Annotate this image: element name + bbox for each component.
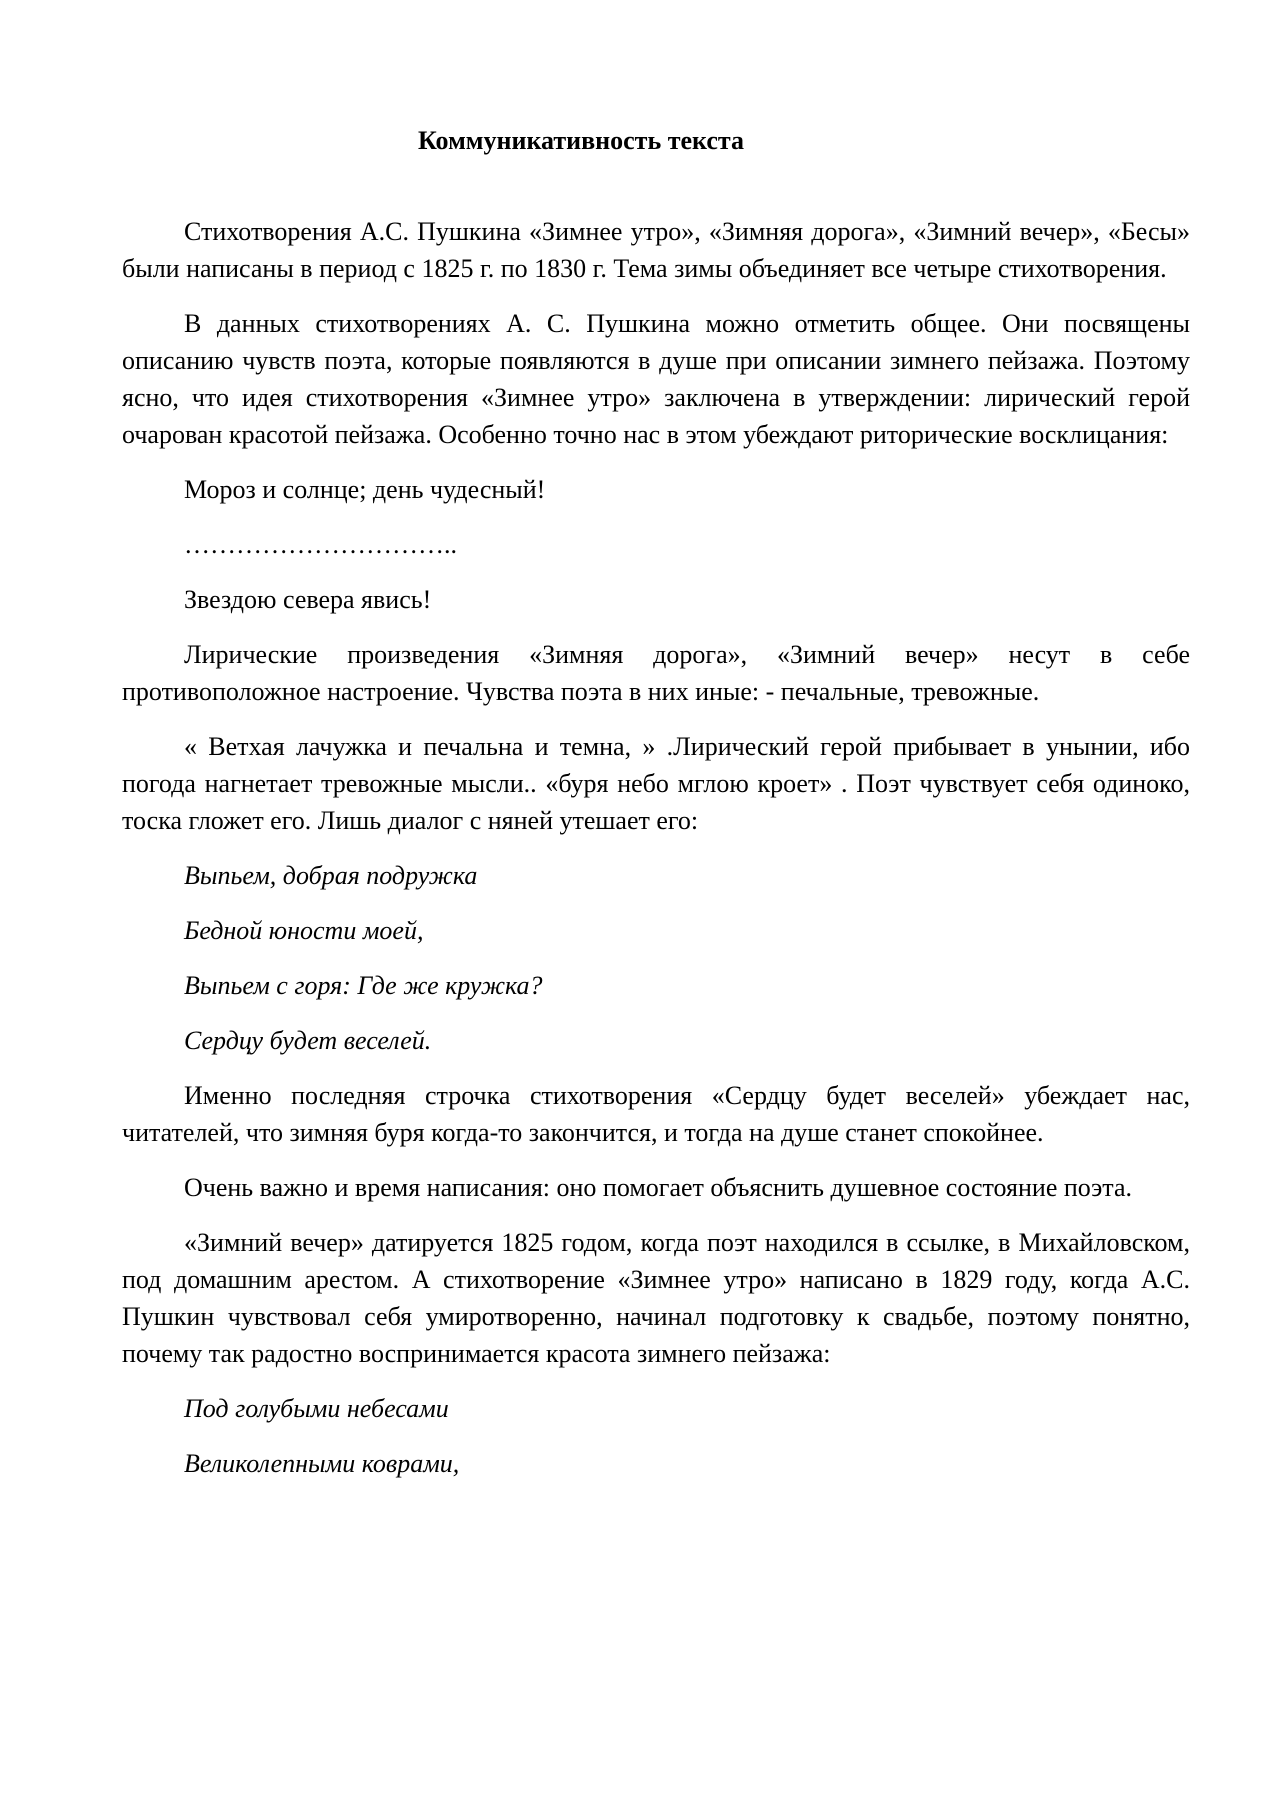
paragraph: « Ветхая лачужка и печальна и темна, » .Лирический герой прибывает в унынии, ибо погода нагнетает тревожные мысли.. «буря небо мглою кроет» . Поэт чувствует себя одиноко, тоска гложет его. Лишь диалог с няней утешает его: [122,732,1190,835]
verse-line: Бедной юности моей, [184,916,424,945]
paragraph: Лирические произведения «Зимняя дорога», «Зимний вечер» несут в себе противоположное настроение. Чувства поэта в них иные: - печальные, тревожные. [122,640,1190,706]
verse-line: Великолепными коврами, [184,1449,460,1478]
verse-line: Под голубыми небесами [184,1394,449,1423]
paragraph: «Зимний вечер» датируется 1825 годом, когда поэт находился в ссылке, в Михайловском, под домашним арестом. А стихотворение «Зимнее утро» написано в 1829 году, когда А.С. Пушкин чувствовал себя умиротворенно, начинал подготовку к свадьбе, поэтому понятно, почему так радостно воспринимается красота зимнего пейзажа: [122,1228,1190,1368]
paragraph: Именно последняя строчка стихотворения «Сердцу будет веселей» убеждает нас, читателей, что зимняя буря когда-то закончится, и тогда на душе станет спокойнее. [122,1081,1190,1147]
document-title: Коммуникативность текста [418,126,744,155]
paragraph: Стихотворения А.С. Пушкина «Зимнее утро», «Зимняя дорога», «Зимний вечер», «Бесы» были написаны в период с 1825 г. по 1830 г. Тема зимы объединяет все четыре стихотворения. [122,217,1190,283]
verse-line: Выпьем, добрая подружка [184,861,478,890]
paragraph: В данных стихотворениях А. С. Пушкина можно отметить общее. Они посвящены описанию чувств поэта, которые появляются в душе при описании зимнего пейзажа. Поэтому ясно, что идея стихотворения «Зимнее утро» заключена в утверждении: лирический герой очарован красотой пейзажа. Особенно точно нас в этом убеждают риторические восклицания: [122,309,1190,449]
verse-line: Мороз и солнце; день чудесный! [184,475,546,504]
verse-line: Выпьем с горя: Где же кружка? [184,971,543,1000]
document-body [122,122,1190,1500]
ellipsis-line: ………………………….. [184,530,457,559]
paragraph: Очень важно и время написания: оно помогает объяснить душевное состояние поэта. [184,1173,1132,1202]
verse-line: Сердцу будет веселей. [184,1026,432,1055]
verse-line: Звездою севера явись! [184,585,432,614]
